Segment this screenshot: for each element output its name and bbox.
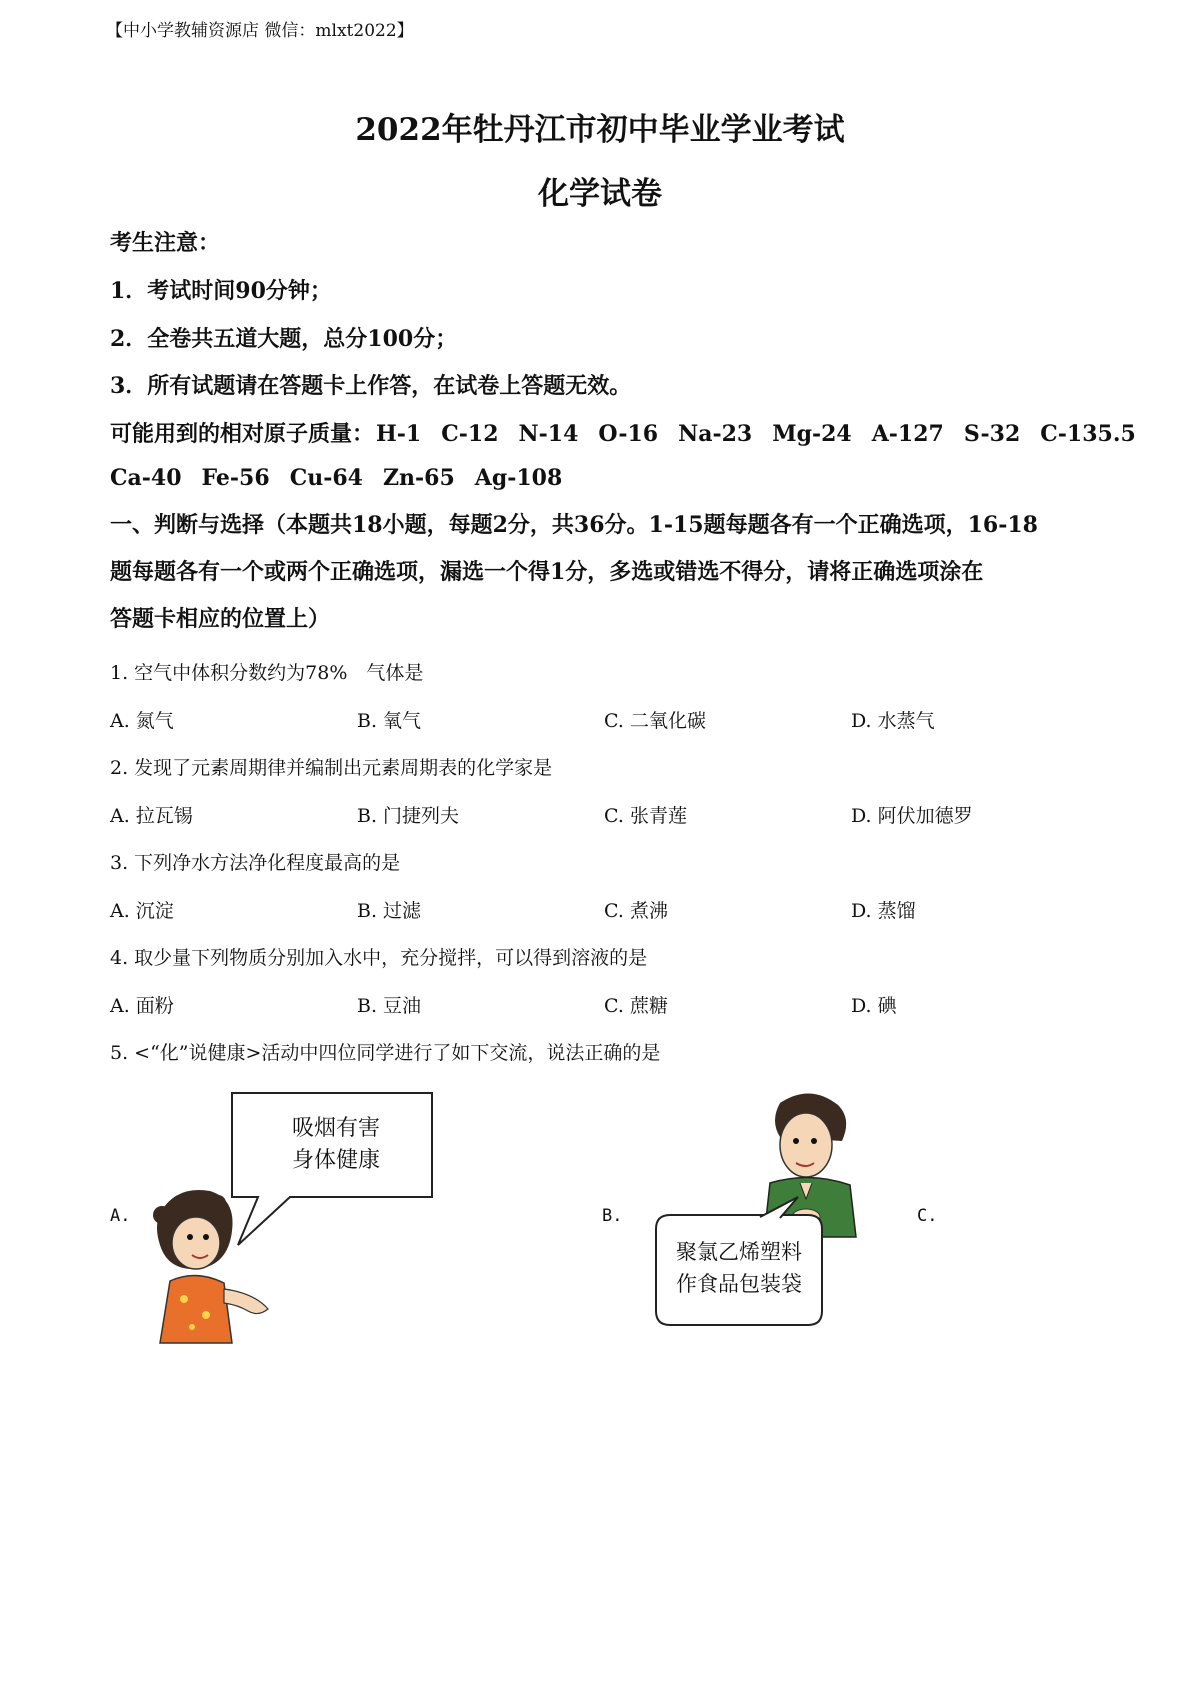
- mass-item: C-12: [441, 421, 499, 447]
- atomic-masses-label: 可能用到的相对原子质量：: [110, 421, 375, 447]
- notice-item-1: 1．考试时间90分钟；: [110, 278, 332, 304]
- question-4-option-d: D. 碘: [851, 995, 897, 1017]
- mass-item: Cu-64: [289, 465, 363, 491]
- atomic-masses-line-2: [110, 465, 582, 491]
- question-5-option-a: A.: [110, 1206, 131, 1226]
- question-1-option-d: D. 水蒸气: [851, 710, 935, 732]
- illustration-b: [640, 1085, 880, 1345]
- illustration-a: [140, 1085, 440, 1350]
- header-note: 【中小学教辅资源店 微信：mlxt2022】: [106, 21, 414, 41]
- question-4-stem: 4. 取少量下列物质分别加入水中，充分搅拌，可以得到溶液的是: [110, 947, 648, 969]
- question-2-option-b: B. 门捷列夫: [357, 805, 460, 827]
- mass-item: Ca-40: [110, 465, 182, 491]
- question-1-option-a: A. 氮气: [110, 710, 174, 732]
- mass-item: N-14: [518, 421, 579, 447]
- notice-heading: 考生注意：: [110, 230, 221, 256]
- question-3-option-a: A. 沉淀: [110, 900, 174, 922]
- mass-item: O-16: [598, 421, 659, 447]
- mass-item: S-32: [963, 421, 1021, 447]
- section-1-line: 一、判断与选择（本题共18小题，每题2分，共36分。1-15题每题各有一个正确选项，16-18: [110, 512, 1038, 538]
- bubble-a-line-2: 身体健康: [291, 1148, 381, 1173]
- question-2-option-c: C. 张青莲: [604, 805, 687, 827]
- question-3-option-c: C. 煮沸: [604, 900, 668, 922]
- mass-item: Fe-56: [201, 465, 270, 491]
- notice-item-3: 3．所有试题请在答题卡上作答，在试卷上答题无效。: [110, 373, 632, 399]
- section-1-instructions: [110, 502, 1110, 643]
- question-3-stem: 3. 下列净水方法净化程度最高的是: [110, 852, 401, 874]
- mass-item: H-1: [376, 421, 422, 447]
- atomic-masses-line-1: [110, 417, 1156, 448]
- question-2-stem: 2. 发现了元素周期律并编制出元素周期表的化学家是: [110, 757, 553, 779]
- question-5-stem: 5. <“化”说健康>活动中四位同学进行了如下交流，说法正确的是: [110, 1042, 661, 1064]
- question-3-option-d: D. 蒸馏: [851, 900, 916, 922]
- question-1-stem: 1. 空气中体积分数约为78% 气体是: [110, 662, 424, 684]
- exam-subtitle: 化学试卷: [538, 176, 662, 212]
- question-1-option-b: B. 氧气: [357, 710, 422, 732]
- mass-item: Ag-108: [474, 465, 563, 491]
- speech-bubble-b: [656, 1215, 822, 1325]
- mass-item: Zn-65: [382, 465, 455, 491]
- mass-item: A-127: [871, 421, 944, 447]
- question-4-option-b: B. 豆油: [357, 995, 422, 1017]
- question-3-option-b: B. 过滤: [357, 900, 422, 922]
- bubble-b-line-1: 聚氯乙烯塑料: [676, 1240, 802, 1264]
- bubble-b-line-2: 作食品包装袋: [676, 1272, 802, 1296]
- question-5-option-c: C.: [917, 1206, 938, 1226]
- question-4-option-a: A. 面粉: [110, 995, 174, 1017]
- question-2-option-d: D. 阿伏加德罗: [851, 805, 973, 827]
- notice-item-2: 2．全卷共五道大题，总分100分；: [110, 326, 458, 352]
- question-5-option-b: B.: [602, 1206, 623, 1226]
- question-2-option-a: A. 拉瓦锡: [110, 805, 193, 827]
- bubble-a-line-1: 吸烟有害: [291, 1116, 381, 1141]
- section-1-line: 答题卡相应的位置上）: [110, 606, 331, 632]
- section-1-line: 题每题各有一个或两个正确选项，漏选一个得1分，多选或错选不得分，请将正确选项涂在: [110, 559, 984, 585]
- question-1-option-c: C. 二氧化碳: [604, 710, 706, 732]
- mass-item: Na-23: [678, 421, 753, 447]
- mass-item: C-135.5: [1040, 421, 1136, 447]
- question-4-option-c: C. 蔗糖: [604, 995, 668, 1017]
- mass-item: Mg-24: [772, 421, 852, 447]
- exam-title: 2022年牡丹江市初中毕业学业考试: [355, 112, 845, 148]
